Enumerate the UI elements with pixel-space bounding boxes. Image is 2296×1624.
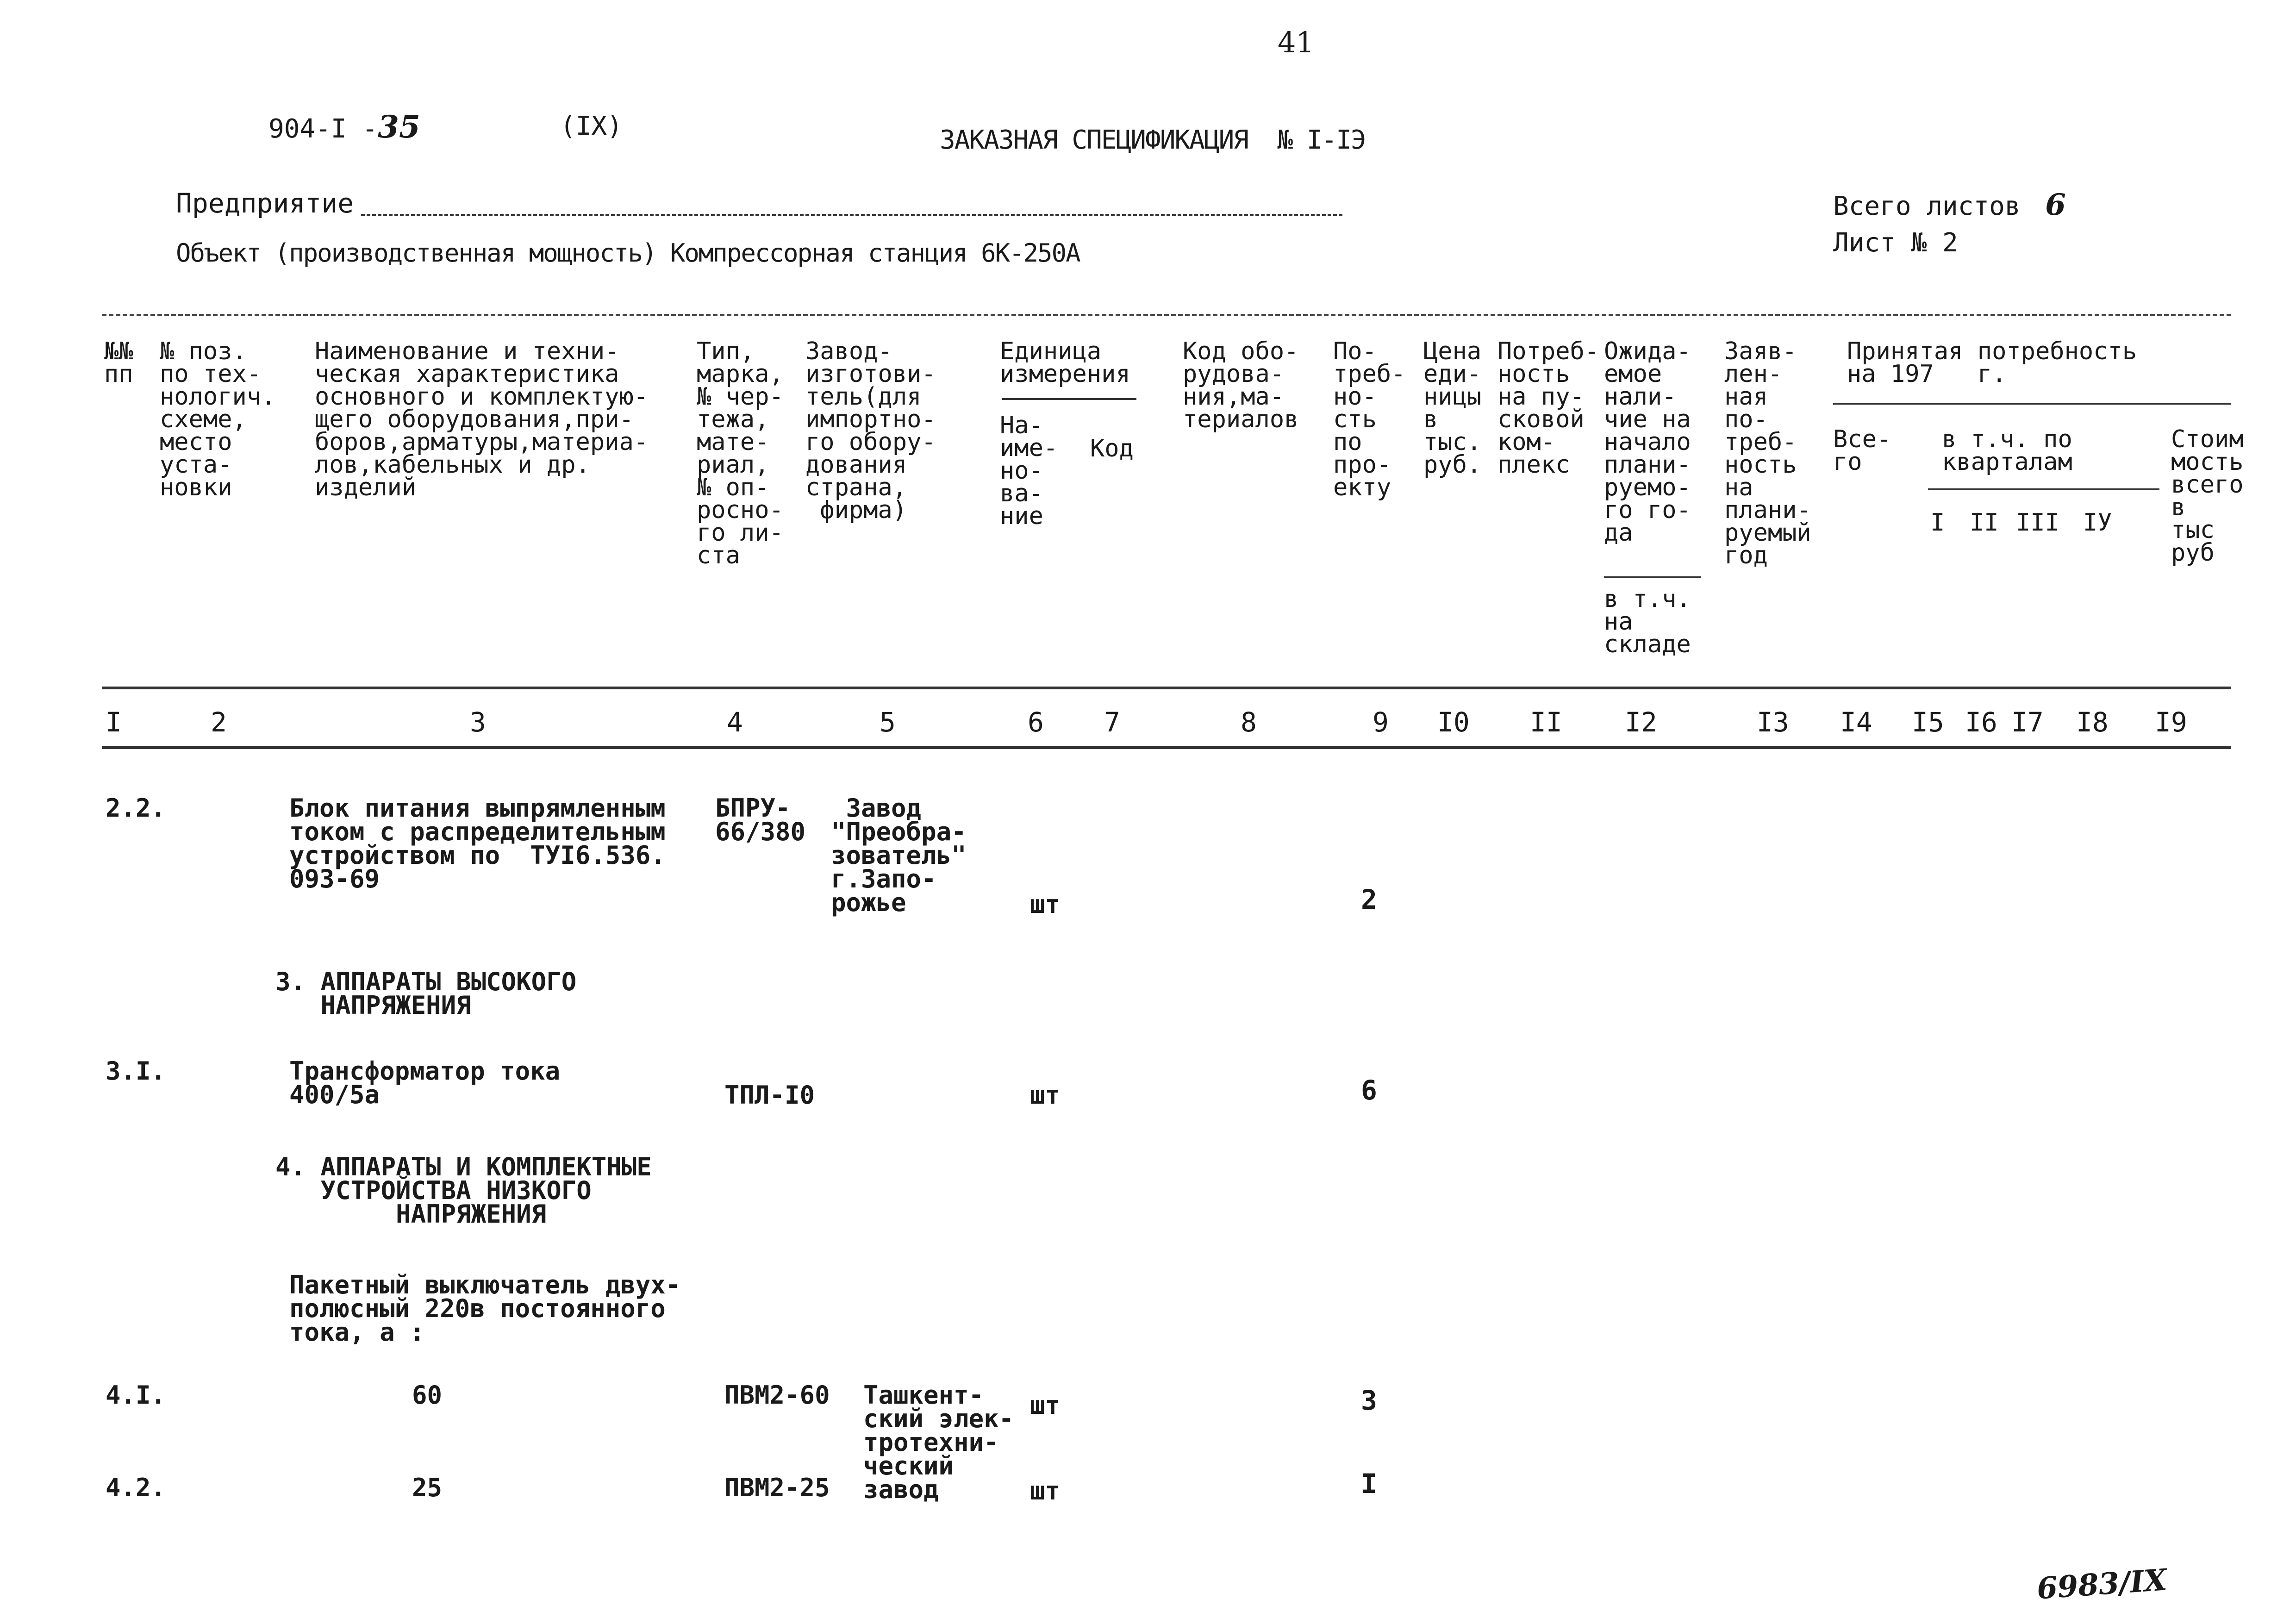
header-col-7: Код <box>1090 435 1134 462</box>
total-sheets <box>1833 187 2066 222</box>
colnum-16: I6 <box>1965 706 1997 738</box>
document-code-number: 35 <box>378 109 420 145</box>
column-numbers-rule <box>102 746 2231 749</box>
col-12-rule <box>1604 576 1701 578</box>
colnum-8: 8 <box>1241 706 1257 738</box>
colnum-6: 6 <box>1028 706 1044 738</box>
colnum-17: I7 <box>2011 706 2044 738</box>
colnum-15: I5 <box>1912 706 1944 738</box>
header-col-5: Завод- изготови- тель(для импортно- го обору- дования страна, фирма) <box>805 337 936 524</box>
item-unit: шт <box>1030 1476 1061 1505</box>
header-col-10: Цена еди- ницы в тыс. руб. <box>1423 337 1482 479</box>
colnum-18: I8 <box>2076 706 2109 738</box>
item-quantity: I <box>1361 1468 1377 1499</box>
colnum-9: 9 <box>1373 706 1389 738</box>
sheet-number: Лист № 2 <box>1833 228 1958 258</box>
item-unit: шт <box>1030 1081 1061 1110</box>
colnum-12: I2 <box>1625 706 1657 738</box>
document-code-prefix: 904-I - <box>268 114 378 144</box>
header-col-12: Ожида- емое нали- чие на начало плани- руемо- го го- да <box>1604 337 1691 547</box>
unit-header-rule <box>1002 398 1136 400</box>
item-quantity: 2 <box>1361 884 1377 915</box>
header-col-14-19: Принятая потребность на 197 г. <box>1847 337 2137 388</box>
header-col-9: По- треб- но- сть по про- екту <box>1333 337 1406 501</box>
quarters-rule <box>1928 488 2159 490</box>
item-type: БПРУ- 66/380 <box>715 793 806 846</box>
item-type: ПВМ2-60 <box>724 1380 830 1410</box>
colnum-2: 2 <box>211 706 227 738</box>
item-manufacturer: Завод "Преобра- зователь" г.Запо- рожье <box>831 793 967 917</box>
header-col-6-7: Единица измерения <box>1000 337 1130 388</box>
item-name: Трансформатор тока 400/5а <box>289 1056 561 1109</box>
header-col-12b: в т.ч. на складе <box>1604 585 1691 658</box>
row-number: 4.2. <box>106 1473 166 1502</box>
item-type: ТПЛ-I0 <box>724 1081 815 1110</box>
header-col-4: Тип, марка, № чер- тежа, мате- риал, № оп- росно- го ли- ста <box>697 337 784 569</box>
specification-title: ЗАКАЗНАЯ СПЕЦИФИКАЦИЯ № I-IЭ <box>940 125 1366 155</box>
colnum-11: II <box>1530 706 1562 738</box>
header-col-19: Стоим мость всего в тыс руб <box>2171 425 2244 567</box>
header-col-3: Наименование и техни- ческая характеристика основного и комплектую- щего оборудования,при- боров,арматуры,материа- лов,кабельных и др. изделий <box>315 337 649 501</box>
item-manufacturer: Ташкент- ский элек- тротехни- ческий завод <box>863 1380 1014 1504</box>
object-line: Объект (производственная мощность) Компрессорная станция 6К-250А <box>176 238 1080 268</box>
header-col-1: №№ пп <box>104 337 133 388</box>
document-code <box>268 109 420 145</box>
colnum-1: I <box>106 706 122 738</box>
colnum-10: I0 <box>1437 706 1470 738</box>
item-name: Блок питания выпрямленным током с распределительным устройством по ТУI6.536. 093-69 <box>289 793 666 893</box>
header-col-8: Код обо- рудова- ния,ма- териалов <box>1183 337 1299 433</box>
colnum-5: 5 <box>880 706 896 738</box>
enterprise-underline <box>361 214 1342 216</box>
item-quantity: 6 <box>1361 1074 1377 1106</box>
accepted-need-rule <box>1833 403 2231 405</box>
group-heading: Пакетный выключатель двух- полюсный 220в постоянного тока, а : <box>289 1270 681 1347</box>
table-top-rule <box>102 314 2231 316</box>
row-number: 3.I. <box>106 1056 166 1086</box>
row-number: 2.2. <box>106 793 166 823</box>
colnum-14: I4 <box>1840 706 1872 738</box>
header-q1: I <box>1930 509 1945 537</box>
colnum-13: I3 <box>1757 706 1789 738</box>
volume-label: (IX) <box>560 111 623 141</box>
header-col-11: Потреб- ность на пу- сковой ком- плекс <box>1497 337 1599 479</box>
colnum-3: 3 <box>470 706 486 738</box>
row-number: 4.I. <box>106 1380 166 1410</box>
header-col-6: На- име- но- ва- ние <box>1000 412 1058 530</box>
total-sheets-value: 6 <box>2045 187 2066 222</box>
section-heading: 3. АППАРАТЫ ВЫСОКОГО НАПРЯЖЕНИЯ <box>275 967 577 1020</box>
colnum-4: 4 <box>727 706 743 738</box>
item-name: 60 <box>412 1380 443 1410</box>
header-col-13: Заяв- лен- ная по- треб- ность на плани- руемый год <box>1724 337 1811 569</box>
item-quantity: 3 <box>1361 1385 1377 1416</box>
section-heading: 4. АППАРАТЫ И КОМПЛЕКТНЫЕ УСТРОЙСТВА НИЗКОГО НАПРЯЖЕНИЯ <box>275 1152 652 1229</box>
header-quarters: в т.ч. по кварталам <box>1942 425 2072 476</box>
header-col-2: № поз. по тех- нологич. схеме, место уста- новки <box>160 337 276 501</box>
colnum-19: I9 <box>2155 706 2187 738</box>
page-number: 41 <box>1278 25 1314 59</box>
enterprise-label: Предприятие <box>176 187 354 219</box>
colnum-7: 7 <box>1104 706 1120 738</box>
item-type: ПВМ2-25 <box>724 1473 830 1502</box>
item-unit: шт <box>1030 1391 1061 1420</box>
header-q2: II <box>1970 509 1999 537</box>
header-bottom-rule <box>102 687 2231 689</box>
header-col-14: Все- го <box>1833 425 1891 476</box>
item-unit: шт <box>1030 890 1061 919</box>
header-q4: IУ <box>2083 509 2112 537</box>
total-sheets-label: Всего листов <box>1833 191 2021 221</box>
archive-stamp: 6983/IX <box>2035 1562 2168 1606</box>
item-name: 25 <box>412 1473 443 1502</box>
header-q3: III <box>2016 509 2059 537</box>
